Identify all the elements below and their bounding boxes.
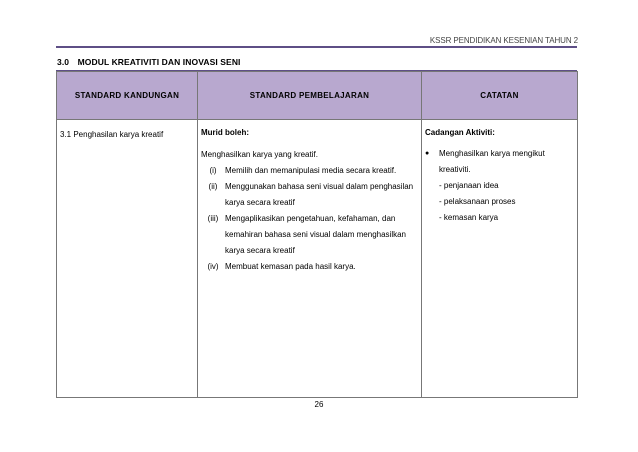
standards-table (56, 71, 578, 398)
activity-item: - penjanaan idea (439, 181, 499, 190)
table-row (57, 120, 578, 398)
item-text: Menggunakan bahasa seni visual dalam penghasilan karya secara kreatif (225, 182, 414, 207)
document-header-title: KSSR PENDIDIKAN KESENIAN TAHUN 2 (429, 36, 578, 45)
item-number: (iv) (207, 262, 219, 271)
activity-item: - pelaksanaan proses (439, 197, 516, 206)
cell-standard-kandungan (57, 120, 198, 398)
module-title (57, 57, 241, 67)
item-number: (iii) (207, 214, 219, 223)
kandungan-text: 3.1 Penghasilan karya kreatif (60, 130, 164, 139)
pembelajaran-intro: Menghasilkan karya yang kreatif. (201, 150, 318, 159)
item-text: Memilih dan memanipulasi media secara kreatif. (225, 166, 397, 175)
cell-standard-pembelajaran (198, 120, 422, 398)
module-number: 3.0 (57, 57, 70, 67)
column-header-standard-pembelajaran: STANDARD PEMBELAJARAN (198, 72, 422, 120)
pembelajaran-heading: Murid boleh: (201, 128, 249, 137)
bullet-text: Menghasilkan karya mengikut kreativiti. (439, 149, 545, 174)
bullet-icon: ● (425, 150, 430, 157)
learning-item (201, 211, 421, 259)
item-number: (i) (209, 166, 217, 175)
item-text: Membuat kemasan pada hasil karya. (225, 262, 356, 271)
table-header-row (57, 72, 578, 120)
learning-item (201, 259, 421, 275)
learning-item (201, 179, 421, 211)
header-divider (56, 46, 577, 48)
item-number: (ii) (208, 182, 218, 191)
activity-item: - kemasan karya (439, 213, 499, 222)
activity-bullet (425, 146, 577, 178)
catatan-heading: Cadangan Aktiviti: (425, 128, 495, 137)
cell-catatan (422, 120, 578, 398)
column-header-catatan: CATATAN (422, 72, 578, 120)
module-name: MODUL KREATIVITI DAN INOVASI SENI (77, 57, 241, 67)
item-text: Mengaplikasikan pengetahuan, kefahaman, dan kemahiran bahasa seni visual dalam menghasilkan karya secara kreatif (225, 214, 406, 255)
learning-item (201, 163, 421, 179)
page-number: 26 (314, 400, 324, 409)
column-header-standard-kandungan: STANDARD KANDUNGAN (57, 72, 198, 120)
